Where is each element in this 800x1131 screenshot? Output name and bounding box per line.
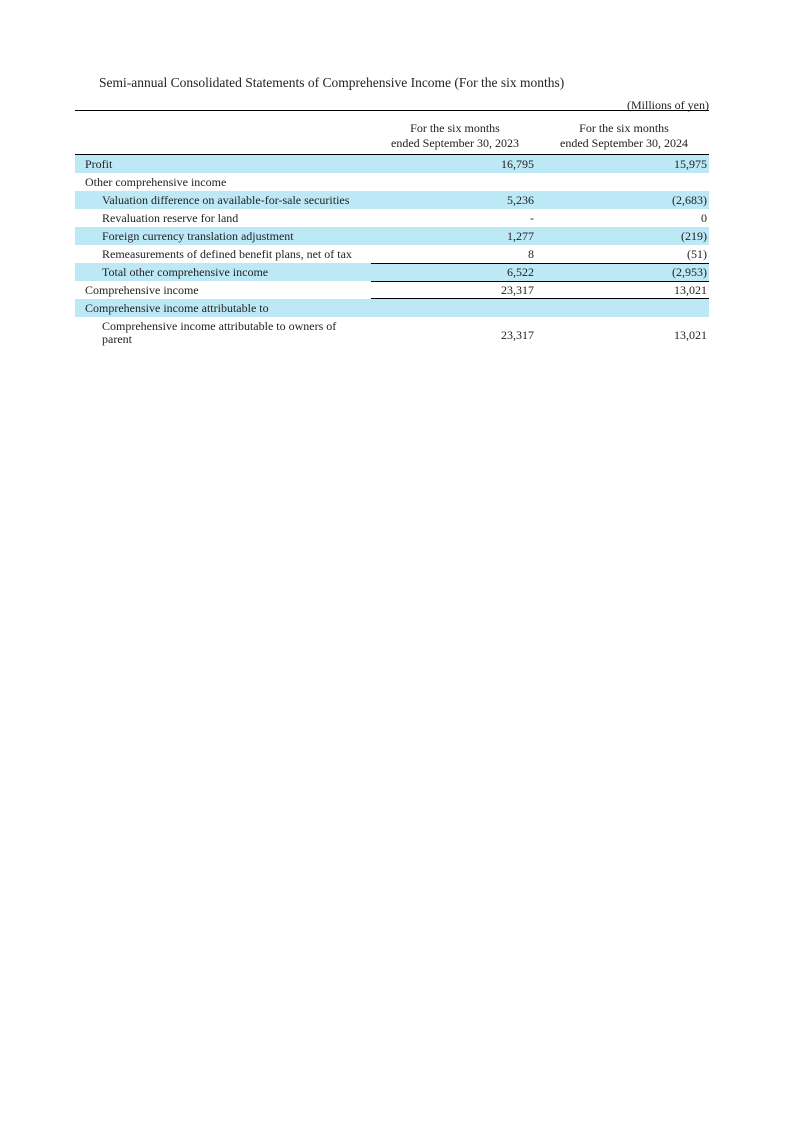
value-2023: 5,236 (507, 193, 534, 207)
comprehensive-income-table (75, 110, 709, 353)
value-2023: 23,317 (501, 283, 534, 297)
row-label: Profit (85, 157, 113, 171)
column-header-2023-line1: For the six months (410, 121, 500, 135)
row-label: Comprehensive income (85, 283, 199, 297)
value-2023: 6,522 (507, 265, 534, 279)
statement-title: Semi-annual Consolidated Statements of Comprehensive Income (For the six months) (99, 75, 565, 90)
table-row-foreign-currency-translation (75, 227, 709, 245)
value-2024: (2,683) (672, 193, 707, 207)
row-label: Foreign currency translation adjustment (102, 229, 294, 243)
value-2023: 23,317 (501, 328, 534, 342)
value-2024: 15,975 (674, 157, 707, 171)
row-label: Total other comprehensive income (102, 265, 269, 279)
column-header-2024-line1: For the six months (579, 121, 669, 135)
unit-label: (Millions of yen) (627, 98, 709, 112)
value-2024: (51) (687, 247, 707, 261)
value-2024: (219) (681, 229, 707, 243)
column-header-2024-line2: ended September 30, 2024 (560, 136, 688, 150)
column-header-2024 (539, 121, 709, 151)
table-row-profit (75, 155, 709, 173)
row-label: Remeasurements of defined benefit plans, net of tax (102, 247, 352, 261)
table-row-remeasurements (75, 245, 709, 263)
value-2024: (2,953) (672, 265, 707, 279)
value-2024: 13,021 (674, 328, 707, 342)
table-row-attributable-to (75, 299, 709, 317)
table-header-row (75, 111, 709, 155)
row-label: Comprehensive income attributable to owners of parent (102, 319, 337, 346)
value-2023: 1,277 (507, 229, 534, 243)
row-label: Other comprehensive income (85, 175, 227, 189)
row-label: Valuation difference on available-for-sale securities (102, 193, 350, 207)
table-row-attributable-to-owners (75, 317, 709, 353)
value-2024: 0 (701, 211, 707, 225)
table-row-comprehensive-income (75, 281, 709, 299)
table-row-other-comprehensive-income (75, 173, 709, 191)
table-row-total-other-comprehensive-income (75, 263, 709, 281)
value-2023: 16,795 (501, 157, 534, 171)
row-label: Comprehensive income attributable to (85, 301, 269, 315)
column-header-2023 (371, 121, 539, 151)
value-2023: - (530, 211, 534, 225)
table-row-valuation-difference (75, 191, 709, 209)
table-row-revaluation-reserve (75, 209, 709, 227)
value-2023: 8 (528, 247, 534, 261)
value-2024: 13,021 (674, 283, 707, 297)
row-label: Revaluation reserve for land (102, 211, 239, 225)
column-header-2023-line2: ended September 30, 2023 (391, 136, 519, 150)
